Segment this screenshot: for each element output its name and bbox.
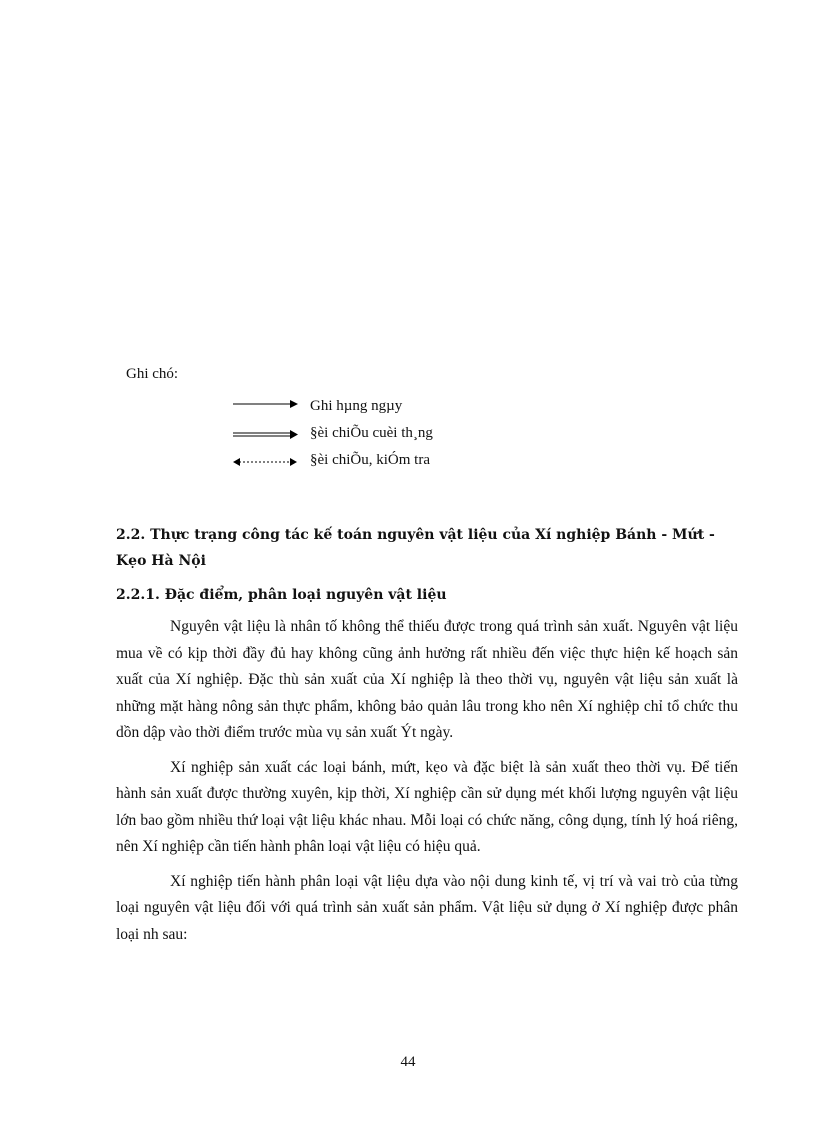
single-arrow-icon <box>232 396 302 418</box>
paragraph-1: Nguyên vật liệu là nhân tố không thể thiếu được trong quá trình sản xuất. Nguyên vật liệu mua về có kịp thời đầy đủ hay không cũng ảnh hưởng rất nhiều đến việc thực hiện kế hoạch sản xuất của Xí nghiệp. Đặc thù sản xuất của Xí nghiệp là theo thời vụ, nguyên vật liệu sản xuất là những mặt hàng nông sản thực phẩm, không bảo quản lâu trong kho nên Xí nghiệp chỉ tổ chức thu dồn dập vào thời điểm trước mùa vụ sản xuất Ýt ngày. <box>116 618 738 741</box>
legend-item-check <box>232 450 532 472</box>
legend-item-month-end <box>232 423 532 445</box>
legend-item-daily <box>232 396 532 418</box>
document-body <box>116 522 738 956</box>
legend-label-check: §èi chiÕu, kiÓm tra <box>310 452 430 468</box>
paragraph-3: Xí nghiệp tiến hành phân loại vật liệu dựa vào nội dung kinh tế, vị trí và vai trò của từng loại nguyên vật liệu đối với quá trình sản xuất sản phẩm. Vật liệu sử dụng ở Xí nghiệp được phân loại nh sau: <box>116 872 738 943</box>
legend-label-daily: Ghi hµng ngµy <box>310 398 403 414</box>
paragraph-2: Xí nghiệp sản xuất các loại bánh, mứt, kẹo và đặc biệt là sản xuất theo thời vụ. Để tiến hành sản xuất được thường xuyên, kịp thời, Xí nghiệp cần sử dụng mét khối lượng nguyên vật liệu lớn bao gồm nhiều thứ loại vật liệu khác nhau. Mỗi loại có chức năng, công dụng, tính lý hoá riêng, nên Xí nghiệp cần tiến hành phân loại vật liệu có hiệu quả. <box>116 758 738 855</box>
dotted-bidirectional-arrow-icon <box>232 450 302 472</box>
subsection-heading: 2.2.1. Đặc điểm, phân loại nguyên vật liệu <box>116 587 447 603</box>
legend-title: Ghi chó: <box>126 366 179 382</box>
section-heading: 2.2. Thực trạng công tác kế toán nguyên vật liệu của Xí nghiệp Bánh - Mứt - Kẹo Hà Nội <box>116 527 715 569</box>
page-number: 44 <box>400 1054 416 1070</box>
double-arrow-icon <box>232 423 302 445</box>
legend-label-month-end: §èi chiÕu cuèi th¸ng <box>310 425 433 441</box>
